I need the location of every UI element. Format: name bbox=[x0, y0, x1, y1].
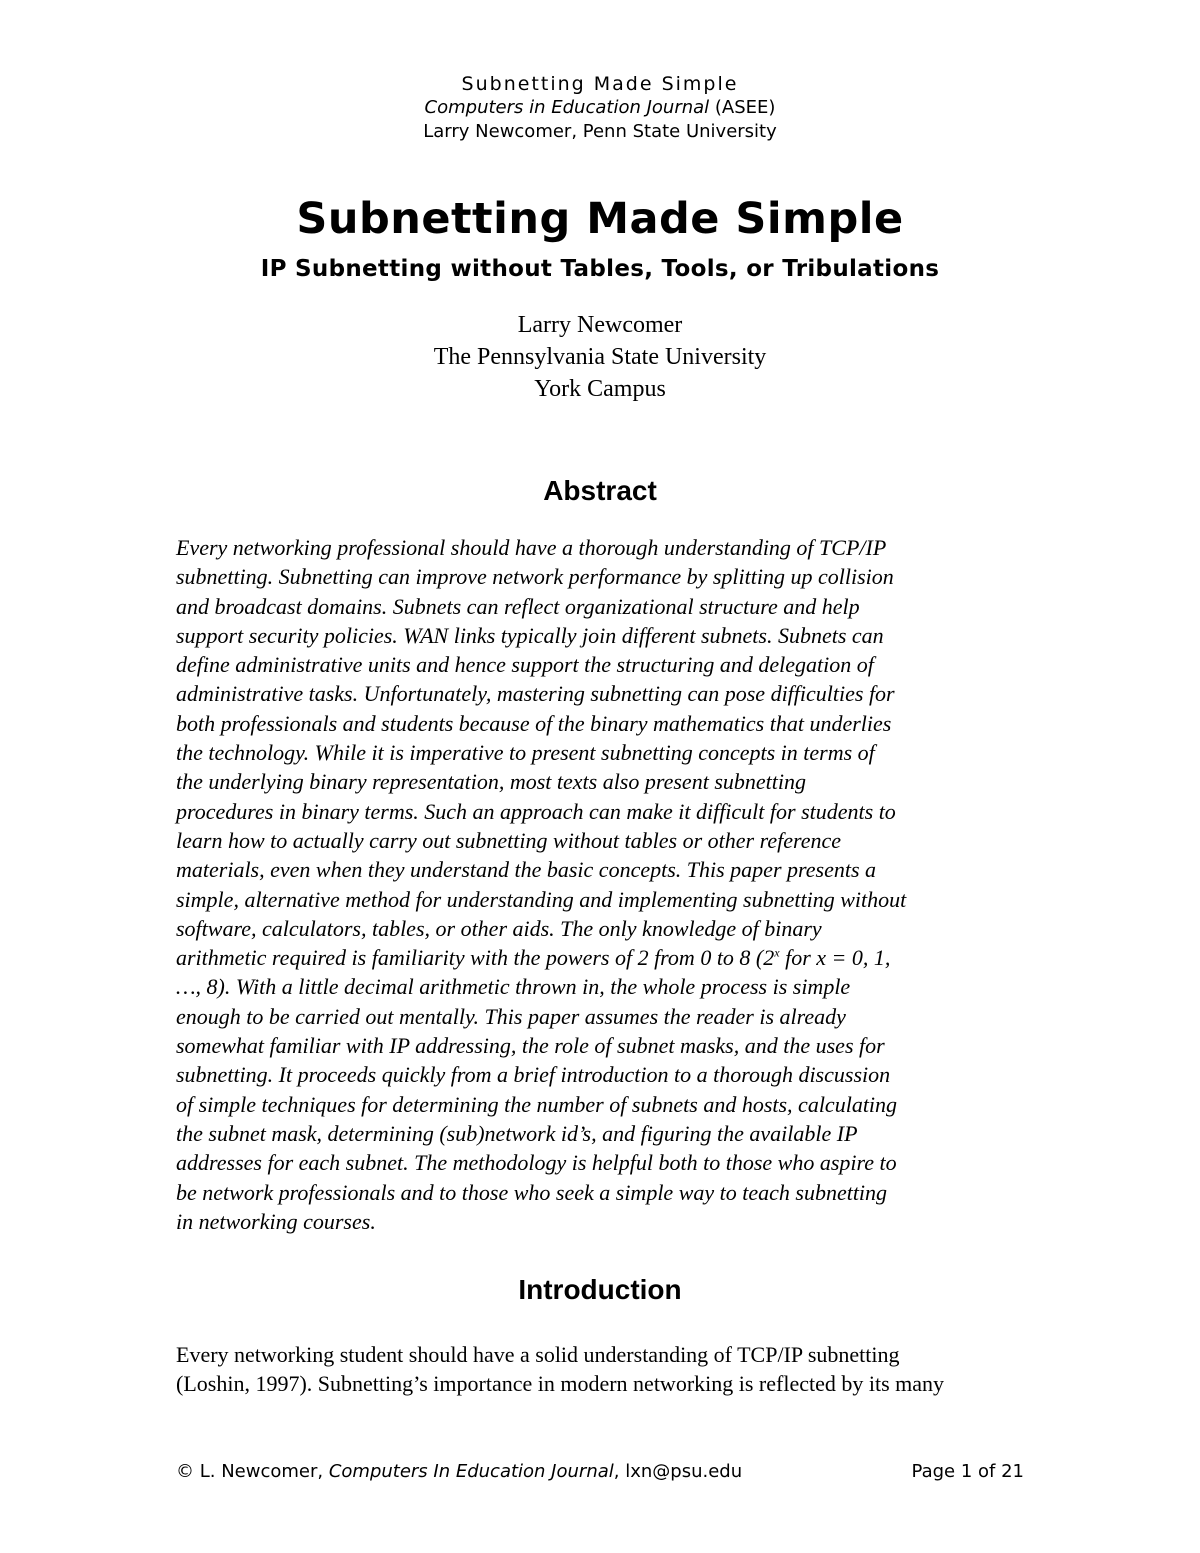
abstract-line: the technology. While it is imperative to present subnetting concepts in terms of bbox=[176, 740, 875, 766]
abstract-line: Every networking professional should have a thorough understanding of TCP/IP bbox=[176, 535, 887, 560]
abstract-line: addresses for each subnet. The methodology is helpful both to those who aspire to bbox=[176, 1150, 897, 1176]
author-campus: York Campus bbox=[534, 376, 666, 402]
abstract-line: and broadcast domains. Subnets can reflect organizational structure and help bbox=[176, 593, 860, 619]
page-footer bbox=[176, 1459, 1024, 1485]
abstract-line: the subnet mask, determining (sub)network id’s, and figuring the available IP bbox=[176, 1120, 858, 1146]
abstract-line: procedures in binary terms. Such an approach can make it difficult for students to bbox=[176, 798, 896, 824]
introduction-heading: Introduction bbox=[518, 1274, 682, 1305]
running-header-journal-name: Computers in Education Journal bbox=[424, 97, 710, 118]
abstract-line: support security policies. WAN links typically join different subnets. Subnets can bbox=[176, 622, 884, 648]
abstract-powers-line bbox=[176, 943, 1036, 972]
author-affiliation: The Pennsylvania State University bbox=[433, 344, 767, 370]
running-header-author: Larry Newcomer, Penn State University bbox=[423, 121, 777, 142]
running-header-journal bbox=[0, 96, 1200, 120]
abstract-body bbox=[176, 533, 1036, 1236]
powers-text-before: arithmetic required is familiarity with the powers of 2 from 0 to 8 (2 bbox=[176, 945, 775, 971]
abstract-heading: Abstract bbox=[543, 475, 657, 506]
running-header bbox=[0, 72, 1200, 144]
author-block bbox=[0, 309, 1200, 405]
running-header-title: Subnetting Made Simple bbox=[461, 73, 739, 95]
introduction-body bbox=[176, 1340, 1036, 1398]
abstract-line: in networking courses. bbox=[176, 1208, 376, 1234]
footer-journal: Computers In Education Journal bbox=[328, 1461, 614, 1482]
abstract-line: …, 8). With a little decimal arithmetic thrown in, the whole process is simple bbox=[176, 974, 851, 1000]
paper-title: Subnetting Made Simple bbox=[296, 194, 904, 244]
footer-email: , lxn@psu.edu bbox=[613, 1461, 743, 1482]
abstract-line: materials, even when they understand the basic concepts. This paper presents a bbox=[176, 857, 877, 883]
abstract-line: define administrative units and hence support the structuring and delegation of bbox=[176, 652, 874, 678]
abstract-line: administrative tasks. Unfortunately, mastering subnetting can pose difficulties for bbox=[176, 681, 895, 707]
powers-text-after: for x = 0, 1, bbox=[779, 945, 891, 971]
abstract-line: subnetting. It proceeds quickly from a brief introduction to a thorough discussion bbox=[176, 1062, 891, 1088]
author-name: Larry Newcomer bbox=[517, 312, 683, 338]
abstract-line: somewhat familiar with IP addressing, the role of subnet masks, and the uses for bbox=[176, 1033, 885, 1059]
abstract-line: subnetting. Subnetting can improve network performance by splitting up collision bbox=[176, 564, 894, 590]
abstract-line: software, calculators, tables, or other aids. The only knowledge of binary bbox=[176, 915, 822, 941]
abstract-line: of simple techniques for determining the number of subnets and hosts, calculating bbox=[176, 1091, 898, 1117]
footer-copyright bbox=[176, 1459, 742, 1485]
abstract-line: simple, alternative method for understanding and implementing subnetting without bbox=[176, 886, 907, 912]
introduction-line: Every networking student should have a solid understanding of TCP/IP subnetting bbox=[176, 1342, 900, 1367]
powers-superscript: x bbox=[774, 945, 780, 960]
paper-subtitle: IP Subnetting without Tables, Tools, or Tribulations bbox=[260, 256, 940, 282]
introduction-line: (Loshin, 1997). Subnetting’s importance in modern networking is reflected by its many bbox=[176, 1371, 945, 1396]
footer-copyright-prefix: © L. Newcomer, bbox=[176, 1461, 329, 1482]
abstract-line: be network professionals and to those who seek a simple way to teach subnetting bbox=[176, 1179, 888, 1205]
footer-page-number: Page 1 of 21 bbox=[911, 1461, 1024, 1482]
running-header-journal-org: (ASEE) bbox=[709, 97, 776, 118]
abstract-line: learn how to actually carry out subnetting without tables or other reference bbox=[176, 827, 842, 853]
abstract-line: the underlying binary representation, most texts also present subnetting bbox=[176, 769, 806, 795]
abstract-line: both professionals and students because of the binary mathematics that underlies bbox=[176, 710, 892, 736]
abstract-line: enough to be carried out mentally. This paper assumes the reader is already bbox=[176, 1003, 846, 1029]
